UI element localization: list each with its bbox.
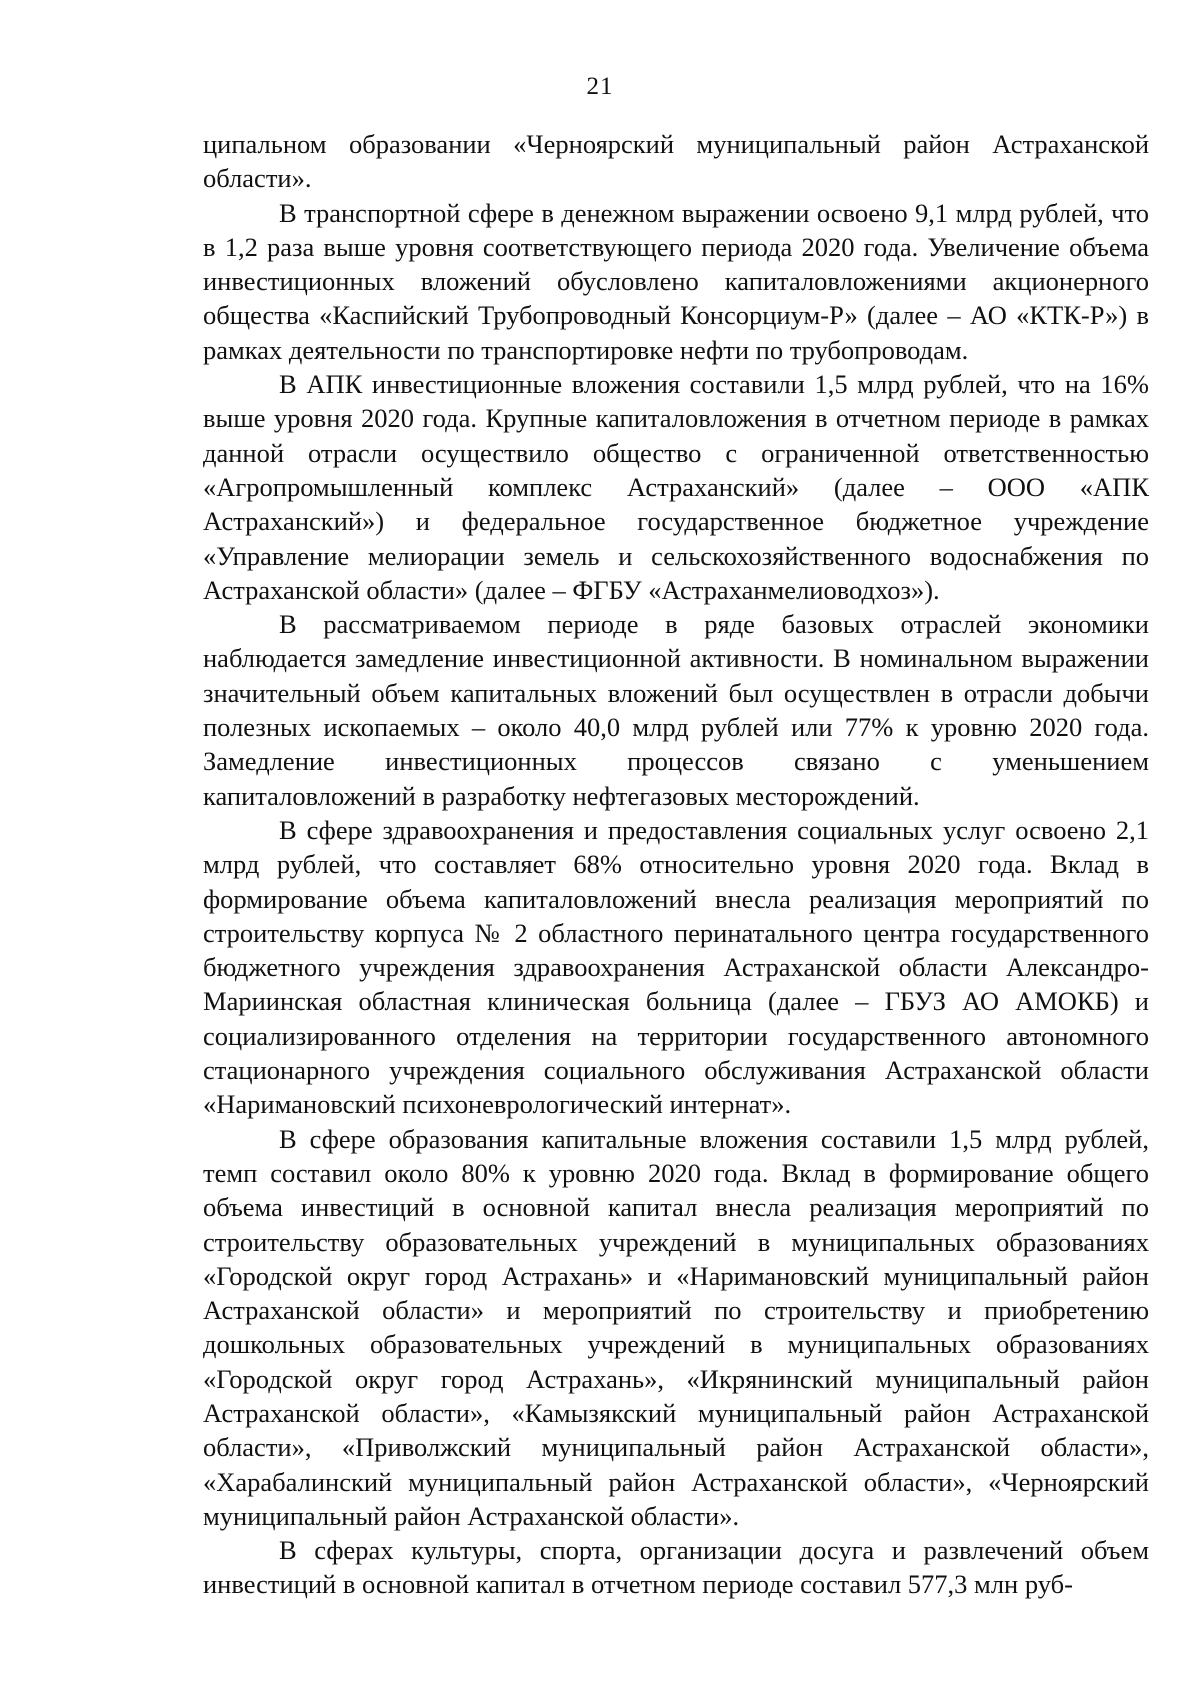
paragraph-mining: В рассматриваемом периоде в ряде базовых отраслей экономики наблюдается замедление инвестиционной активности. В номинальном выражении значительный объем капитальных вложений был осуществлен в отрасли добычи полезных ископаемых – около 40,0 млрд рублей или 77% к уровню 2020 года. Замедление инвестиционных процессов связано с уменьшением капиталовложений в разработку нефтегазовых месторождений. (203, 609, 1149, 811)
paragraph-healthcare: В сфере здравоохранения и предоставления социальных услуг освоено 2,1 млрд рублей, что составляет 68% относительно уровня 2020 года. Вклад в формирование объема капиталовложений внесла реализация мероприятий по строительству корпуса № 2 областного перинатального центра государственного бюджетного учреждения здравоохранения Астраханской области Александро-Мариинская областная клиническая больница (далее – ГБУЗ АО АМОКБ) и социализированного отделения на территории государственного автономного стационарного учреждения социального обслуживания Астраханской области «Наримановский психоневрологический интернат». (203, 814, 1149, 1120)
paragraph-culture: В сферах культуры, спорта, организации досуга и развлечений объем инвестиций в основной капитал в отчетном периоде составил 577,3 млн руб- (203, 1535, 1149, 1600)
paragraph-continuation: ципальном образовании «Черноярский муниципальный район Астраханской области». (203, 129, 1149, 194)
page-number: 21 (586, 73, 614, 100)
paragraph-education: В сфере образования капитальные вложения составили 1,5 млрд рублей, темп составил около 80% к уровню 2020 года. Вклад в формирование общего объема инвестиций в основной капитал внесла реализация мероприятий по строительству образовательных учреждений в муниципальных образованиях «Городской округ город Астрахань» и «Наримановский муниципальный район Астраханской области» и мероприятий по строительству и приобретению дошкольных образовательных учреждений в муниципальных образованиях «Городской округ город Астрахань», «Икрянинский муниципальный район Астраханской области», «Камызякский муниципальный район Астраханской области», «Приволжский муниципальный район Астраханской области», «Харабалинский муниципальный район Астраханской области», «Черноярский муниципальный район Астраханской области». (203, 1123, 1149, 1531)
paragraph-transport: В транспортной сфере в денежном выражении освоено 9,1 млрд рублей, что в 1,2 раза выше уровня соответствующего периода 2020 года. Увеличение объема инвестиционных вложений обусловлено капиталовложениями акционерного общества «Каспийский Трубопроводный Консорциум-Р» (далее – АО «КТК-Р») в рамках деятельности по транспортировке нефти по трубопроводам. (203, 197, 1149, 365)
document-body (203, 127, 1149, 1602)
paragraph-agro: В АПК инвестиционные вложения составили 1,5 млрд рублей, что на 16% выше уровня 2020 года. Крупные капиталовложения в отчетном периоде в рамках данной отрасли осуществило общество с ограниченной ответственностью «Агропромышленный комплекс Астраханский» (далее – ООО «АПК Астраханский») и федеральное государственное бюджетное учреждение «Управление мелиорации земель и сельскохозяйственного водоснабжения по Астраханской области» (далее – ФГБУ «Астраханмелиоводхоз»). (203, 369, 1149, 605)
